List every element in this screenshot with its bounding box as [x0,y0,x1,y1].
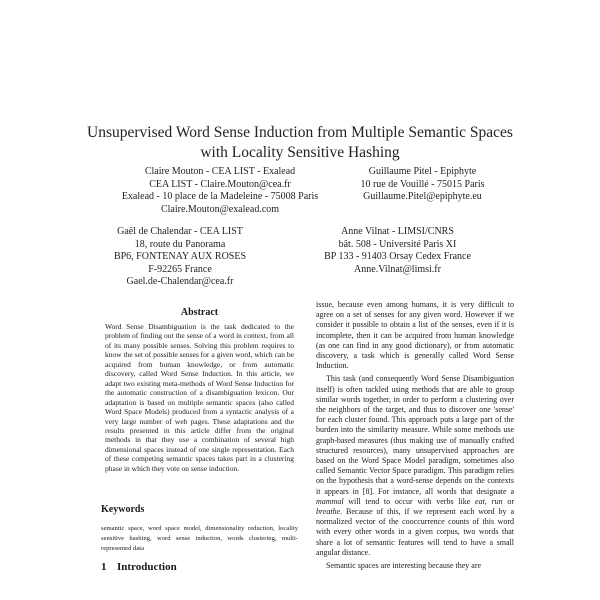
section-number: 1 [101,561,107,574]
author-block-pitel [345,166,500,204]
body-paragraph-1: issue, because even among humans, it is very difficult to agree on a set of senses for any given word. However if we consider it possible to obtain a list of the senses, even if it is incomplete, then it can be acquired from human knowledge (as one can find in any good dictionary), or from automatic discovery, a task which is generally called Word Sense Induction. [316,300,514,371]
author-line: Gael.de-Chalendar@cea.fr [126,276,234,288]
keywords-heading: Keywords [101,504,145,516]
keywords-text: semantic space, word space model, dimensionality reduction, locality sensitive hashing, word sense induction, words clustering, multi-represented data [101,525,298,553]
author-line: Claire Mouton - CEA LIST - Exalead [144,166,296,177]
author-line: 10 rue de Vouillé - 75015 Paris [360,178,485,190]
author-line: BP 133 - 91403 Orsay Cedex France [324,251,471,263]
author-line: bât. 508 - Université Paris XI [338,238,457,250]
author-line: Gaël de Chalendar - CEA LIST [117,226,243,237]
author-block-mouton [95,166,345,216]
author-block-vilnat [300,226,495,276]
left-column [101,307,298,574]
author-line: BP6, FONTENAY AUX ROSES [113,251,247,263]
author-line: Guillaume Pitel - Epiphyte [368,166,477,177]
abstract-text: Word Sense Disambiguation is the task dedicated to the problem of finding out the sense of a word in context, from all of its many possible senses. Solving this problem requires to know the set of possible senses for a given word, which can be acquired from human knowledge, or from automatic discovery, called Word Sense Induction. In this article, we adapt two existing meta-methods of Word Sense Induction for the automatic construction of a disambiguation lexicon. Our adaptation is based on multiple semantic spaces (also called Word Space Models) produced from a syntactic analysis of a very large number of web pages. These adaptations and the results presented in this article differ from the original methods in that they use a combination of several high dimensional spaces instead of one single representation. Each of these competing semantic spaces takes part in a clustering phase in which they vote on sense induction. [105,322,294,473]
section-heading-introduction [101,561,298,574]
title-line-1: Unsupervised Word Sense Induction from Multiple Semantic Spaces [87,124,513,141]
author-line: Exalead - 10 place de la Madeleine - 75008 Paris [121,191,319,203]
section-title: Introduction [117,561,177,574]
author-line: Anne Vilnat - LIMSI/CNRS [341,226,454,237]
author-line: Claire.Mouton@exalead.com [160,203,280,215]
abstract-heading: Abstract [180,307,219,318]
author-line: 18, route du Panorama [134,238,226,250]
body-paragraph-2: This task (and consequently Word Sense Disambiguation itself) is often tackled using methods that are able to group similar words together, in order to perform a clustering over the neighbors of the target, and thus to discover one 'sense' for each cluster found. This approach puts a large part of the burden into the similarity measure. While some methods use graph-based measures (thus making use of manually crafted structured resources), many unsupervised approaches are based on the Word Space Model paradigm, sometimes also called Semantic Vector Space paradigm. This paradigm relies on the hypothesis that a word-sense depends on the contexts it appears in [8]. For instance, all words that designate a mammal will tend to occur with verbs like eat, run or breathe. Because of this, if we represent each word by a normalized vector of the cooccurrence counts of this word with every other words in a given corpus, two words that share a lot of semantic features will tend to have a small angular distance. [316,374,515,557]
right-column [316,300,514,571]
title-line-2: with Locality Sensitive Hashing [200,144,400,161]
author-line: Anne.Vilnat@limsi.fr [354,263,441,275]
paper-title [60,123,540,163]
author-line: Guillaume.Pitel@epiphyte.eu [363,191,482,203]
author-block-de-chalendar [100,226,260,289]
author-line: CEA LIST - Claire.Mouton@cea.fr [149,178,291,190]
body-paragraph-3: Semantic spaces are interesting because they are [326,561,482,571]
author-line: F-92265 France [148,263,212,275]
